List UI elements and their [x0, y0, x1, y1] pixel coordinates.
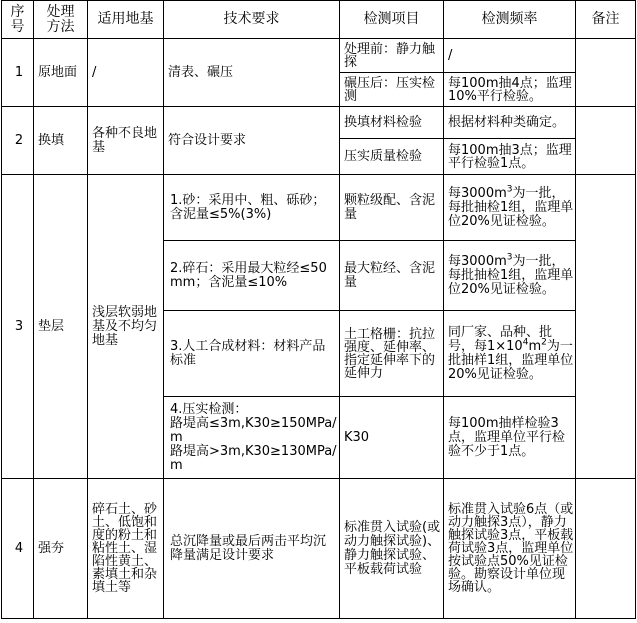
- row-item: 压实质量检验: [340, 139, 444, 175]
- row-freq: 根据材料种类确定。: [444, 107, 576, 139]
- tech-line: 路堤高≤3m,K30≥150MPa/m: [170, 415, 337, 445]
- row-freq: 每100m抽4点；监理10%平行检验。: [444, 73, 576, 107]
- row-item: 换填材料检验: [340, 107, 444, 139]
- row-method: 换填: [34, 107, 88, 175]
- row-tech: 1.砂：采用中、粗、砾砂；含泥量≤5%(3%): [164, 175, 340, 241]
- table-row: [2, 107, 636, 139]
- row-tech: [164, 397, 340, 479]
- row-seq: 4: [2, 479, 34, 619]
- header-tech: 技术要求: [164, 1, 340, 39]
- row-freq: /: [444, 39, 576, 73]
- row-ground: /: [88, 39, 164, 107]
- row-tech: 3.人工合成材料：材料产品标准: [164, 311, 340, 397]
- header-row: [2, 1, 636, 39]
- header-freq: 检测频率: [444, 1, 576, 39]
- ground-treatment-table: [1, 0, 636, 619]
- row-item: 处理前：静力触探: [340, 39, 444, 73]
- row-freq: 同厂家、品种、批号，每$1\times 10^4m^2$为一批抽样1组，监理单位20%见证检验。: [444, 311, 576, 397]
- row-method: 原地面: [34, 39, 88, 107]
- header-ground: 适用地基: [88, 1, 164, 39]
- row-remark: [576, 175, 636, 479]
- row-remark: [576, 107, 636, 175]
- row-ground: 碎石土、砂土、低饱和度的粉土和粘性土、湿陷性黄土、素填土和杂填土等: [88, 479, 164, 619]
- row-item: K30: [340, 397, 444, 479]
- row-freq: 每$3000m^3$为一批，每批抽检1组，监理单位20%见证检验。: [444, 241, 576, 311]
- header-seq: 序号: [2, 1, 34, 39]
- row-tech: 符合设计要求: [164, 107, 340, 175]
- row-freq: 每100m抽3点；监理平行检验1点。: [444, 139, 576, 175]
- row-tech: 2.碎石：采用最大粒经≤50mm；含泥量≤10%: [164, 241, 340, 311]
- row-item: 标准贯入试验(或动力触探试验)、静力触探试验、平板载荷试验: [340, 479, 444, 619]
- row-item: 颗粒级配、含泥量: [340, 175, 444, 241]
- row-freq: 每$3000m^3$为一批，每批抽检1组，监理单位20%见证检验。: [444, 175, 576, 241]
- header-method: 处理方法: [34, 1, 88, 39]
- tech-line: 路堤高>3m,K30≥130MPa/m: [170, 443, 337, 473]
- row-remark: [576, 39, 636, 107]
- table-row: [2, 479, 636, 619]
- row-item: 碾压后：压实检测: [340, 73, 444, 107]
- table-row: [2, 39, 636, 73]
- row-remark: [576, 479, 636, 619]
- header-item: 检测项目: [340, 1, 444, 39]
- row-seq: 3: [2, 175, 34, 479]
- row-item: 土工格栅：抗拉强度、延伸率、指定延伸率下的延伸力: [340, 311, 444, 397]
- row-item: 最大粒经、含泥量: [340, 241, 444, 311]
- tech-line: 4.压实检测：: [170, 401, 248, 417]
- header-remark: 备注: [576, 1, 636, 39]
- row-method: 垫层: [34, 175, 88, 479]
- table-row: [2, 175, 636, 241]
- row-freq: 每100m抽样检验3点，监理单位平行检验不少于1点。: [444, 397, 576, 479]
- row-tech: 总沉降量或最后两击平均沉降量满足设计要求: [164, 479, 340, 619]
- row-method: 强夯: [34, 479, 88, 619]
- row-freq: 标准贯入试验6点（或动力触探3点），静力触探试验3点，平板载荷试验3点，监理单位按试验点50%见证检验。勘察设计单位现场确认。: [444, 479, 576, 619]
- row-ground: 浅层软弱地基及不均匀地基: [88, 175, 164, 479]
- row-ground: 各种不良地基: [88, 107, 164, 175]
- row-seq: 1: [2, 39, 34, 107]
- row-tech: 清表、碾压: [164, 39, 340, 107]
- row-seq: 2: [2, 107, 34, 175]
